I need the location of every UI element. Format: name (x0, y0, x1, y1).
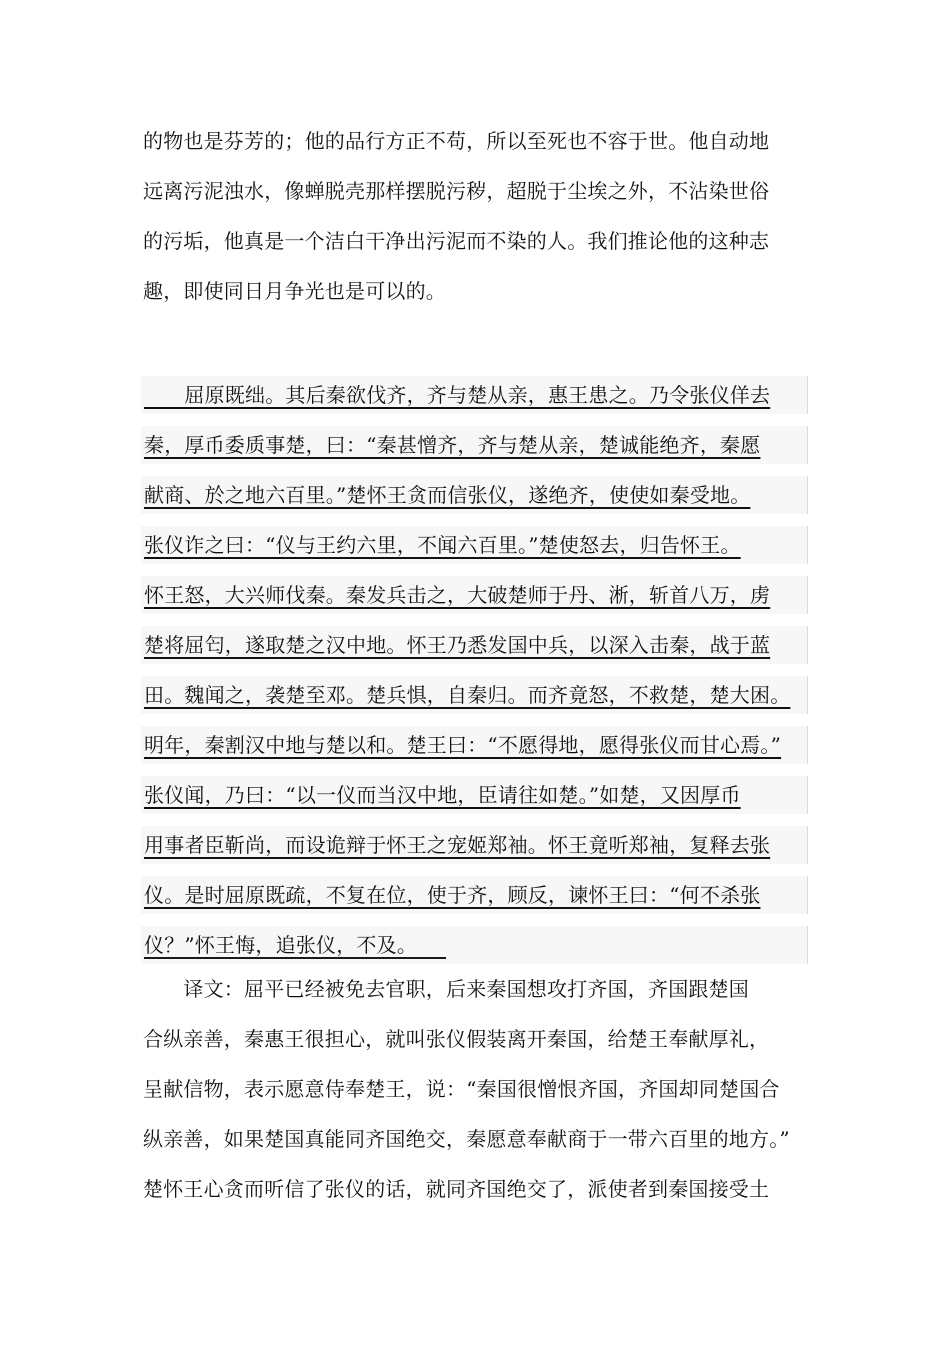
text-line: 秦，厚币委质事楚，曰：“秦甚憎齐，齐与楚从亲，楚诚能绝齐，秦愿 (144, 433, 761, 457)
text-line: 张仪诈之曰：“仪与王约六里，不闻六百里。”楚使怒去，归告怀王。 (144, 533, 741, 557)
text-line: 明年，秦割汉中地与楚以和。楚王曰：“不愿得地，愿得张仪而甘心焉。” (144, 733, 782, 757)
text-line: 合纵亲善，秦惠王很担心，就叫张仪假装离开秦国，给楚王奉献厚礼， (143, 1027, 770, 1051)
text-line: 的物也是芬芳的；他的品行方正不苟，所以至死也不容于世。他自动地 (143, 129, 770, 153)
text-line: 楚怀王心贪而听信了张仪的话，就同齐国绝交了，派使者到秦国接受土 (143, 1177, 770, 1201)
text-line: 屈原既绌。其后秦欲伐齐，齐与楚从亲，惠王患之。乃令张仪佯去 (144, 383, 771, 407)
text-line: 远离污泥浊水，像蝉脱壳那样摆脱污秽，超脱于尘埃之外，不沾染世俗 (143, 179, 770, 203)
text-line: 楚将屈匄，遂取楚之汉中地。怀王乃悉发国中兵，以深入击秦，战于蓝 (144, 633, 771, 657)
text-line: 献商、於之地六百里。”楚怀王贪而信张仪，遂绝齐，使使如秦受地。 (144, 483, 751, 507)
text-line: 译文：屈平已经被免去官职，后来秦国想攻打齐国，齐国跟楚国 (143, 977, 749, 1001)
text-line: 怀王怒，大兴师伐秦。秦发兵击之，大破楚师于丹、淅，斩首八万，虏 (144, 583, 771, 607)
text-line: 田。魏闻之，袭楚至邓。楚兵惧，自秦归。而齐竟怒，不救楚，楚大困。 (144, 683, 791, 707)
text-line: 呈献信物，表示愿意侍奉楚王，说：“秦国很憎恨齐国，齐国却同楚国合 (143, 1077, 780, 1101)
text-line: 的污垢，他真是一个洁白干净出污泥而不染的人。我们推论他的这种志 (143, 229, 770, 253)
text-line: 纵亲善，如果楚国真能同齐国绝交，秦愿意奉献商于一带六百里的地方。” (143, 1127, 790, 1151)
text-line: 张仪闻，乃曰：“以一仪而当汉中地，臣请往如楚。”如楚，又因厚币 (144, 783, 741, 807)
underline-rule (144, 957, 446, 959)
text-line: 仪。是时屈原既疏，不复在位，使于齐，顾反，谏怀王曰：“何不杀张 (144, 883, 761, 907)
text-line: 仪？”怀王悔，追张仪，不及。 (144, 933, 418, 957)
text-line: 用事者臣靳尚，而设诡辩于怀王之宠姬郑袖。怀王竟听郑袖，复释去张 (144, 833, 771, 857)
text-line: 趣，即使同日月争光也是可以的。 (143, 279, 446, 303)
